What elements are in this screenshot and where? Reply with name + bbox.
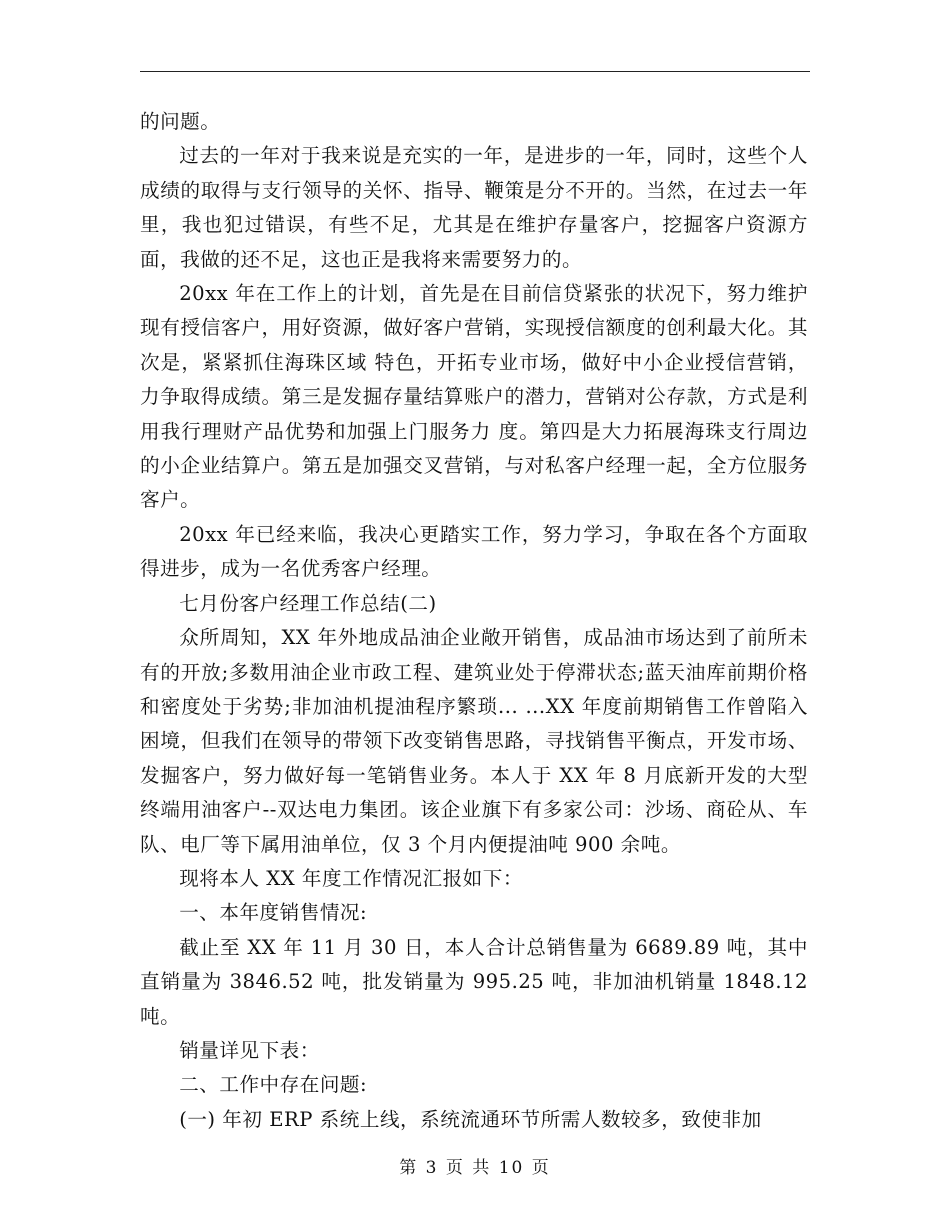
paragraph: 过去的一年对于我来说是充实的一年，是进步的一年，同时，这些个人成绩的取得与支行领导的关怀、指导、鞭策是分不开的。当然，在过去一年里，我也犯过错误，有些不足，尤其是在维护存量客户，挖掘客户资源方面，我做的还不足，这也正是我将来需要努力的。 bbox=[140, 144, 808, 271]
paragraph: 20xx 年已经来临，我决心更踏实工作，努力学习，争取在各个方面取得进步，成为一名优秀客户经理。 bbox=[140, 522, 808, 581]
section-heading: 二、工作中存在问题: bbox=[179, 1073, 368, 1097]
page-footer: 第 3 页 共 10 页 bbox=[399, 1158, 551, 1178]
paragraph: 众所周知，XX 年外地成品油企业敞开销售，成品油市场达到了前所未有的开放;多数用油企业市政工程、建筑业处于停滞状态;蓝天油库前期价格和密度处于劣势;非加油机提油程序繁琐... ...XX 年度前期销售工作曾陷入困境，但我们在领导的带领下改变销售思路，寻找销售平衡点，开发市场、发掘客户，努力做好每一笔销售业务。本人于 XX 年 8 月底新开发的大型终端用油客户--双达电力集团。该企业旗下有多家公司：沙场、商砼从、车队、电厂等下属用油单位，仅 3 个月内便提油吨 900 余吨。 bbox=[140, 626, 808, 856]
paragraph: 的问题。 bbox=[140, 110, 221, 133]
paragraph: 销量详见下表： bbox=[179, 1038, 320, 1062]
paragraph: 截止至 XX 年 11 月 30 日，本人合计总销售量为 6689.89 吨，其中直销量为 3846.52 吨，批发销量为 995.25 吨，非加油机销量 1848.12 吨。 bbox=[140, 935, 808, 1028]
paragraph: 20xx 年在工作上的计划，首先是在目前信贷紧张的状况下，努力维护现有授信客户，用好资源，做好客户营销，实现授信额度的创利最大化。其次是，紧紧抓住海珠区域 特色，开拓专业市场，做好中小企业授信营销，力争取得成绩。第三是发掘存量结算账户的潜力，营销对公存款，方式是利用我行理财产品优势和加强上门服务力 度。第四是大力拓展海珠支行周边的小企业结算户。第五是加强交叉营销，与对私客户经理一起，全方位服务客户。 bbox=[140, 282, 808, 512]
paragraph: 现将本人 XX 年度工作情况汇报如下： bbox=[179, 866, 523, 890]
paragraph: (一) 年初 ERP 系统上线，系统流通环节所需人数较多，致使非加 bbox=[179, 1107, 762, 1131]
document-body bbox=[140, 105, 808, 1137]
section-title: 七月份客户经理工作总结(二) bbox=[179, 591, 437, 615]
header-rule bbox=[140, 71, 810, 72]
section-heading: 一、本年度销售情况: bbox=[179, 901, 368, 925]
